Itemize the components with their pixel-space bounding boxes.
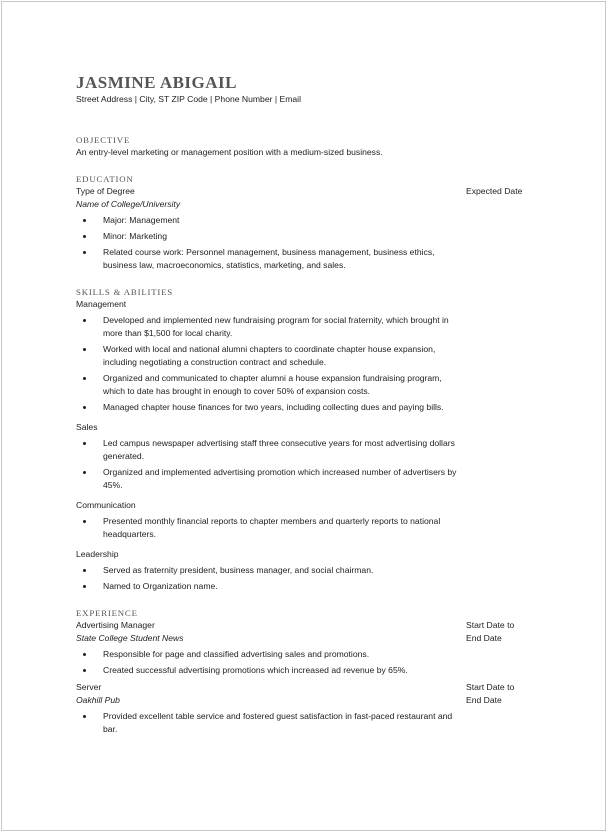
skills-heading: SKILLS & ABILITIES xyxy=(76,287,173,297)
list-item: Developed and implemented new fundraising program for social fraternity, which brought in more than $1,500 for local charity. xyxy=(76,314,463,340)
resume-page xyxy=(1,1,606,831)
skill-group-heading: Sales xyxy=(76,422,98,432)
education-heading: EDUCATION xyxy=(76,174,134,184)
job-role: Advertising Manager xyxy=(76,620,155,630)
contact-line: Street Address | City, ST ZIP Code | Phone Number | Email xyxy=(76,94,301,104)
skill-list-management xyxy=(76,314,536,414)
job-end: End Date xyxy=(466,633,502,643)
job-start: Start Date to xyxy=(466,682,515,692)
list-item: Led campus newspaper advertising staff three consecutive years for most advertising dollars generated. xyxy=(76,437,463,463)
list-item: Served as fraternity president, business manager, and social chairman. xyxy=(76,564,463,577)
education-list xyxy=(76,214,536,272)
list-item: Related course work: Personnel management, business management, business ethics, business law, macroeconomics, statistics, marketing, and sales. xyxy=(76,246,463,272)
job-role: Server xyxy=(76,682,102,692)
experience-heading: EXPERIENCE xyxy=(76,608,138,618)
degree-date: Expected Date xyxy=(466,186,523,196)
list-item: Organized and implemented advertising promotion which increased number of advertisers by 45%. xyxy=(76,466,463,492)
list-item: Created successful advertising promotions which increased ad revenue by 65%. xyxy=(76,664,463,677)
list-item: Responsible for page and classified advertising sales and promotions. xyxy=(76,648,463,661)
list-item: Managed chapter house finances for two years, including collecting dues and paying bills. xyxy=(76,401,463,414)
skill-list-communication xyxy=(76,515,536,541)
list-item: Presented monthly financial reports to chapter members and quarterly reports to national headquarters. xyxy=(76,515,463,541)
school-name: Name of College/University xyxy=(76,199,181,209)
job-duties xyxy=(76,648,536,677)
job-company: Oakhill Pub xyxy=(76,695,120,705)
objective-text: An entry-level marketing or management position with a medium-sized business. xyxy=(76,147,383,157)
objective-heading: OBJECTIVE xyxy=(76,135,131,145)
skill-list-leadership xyxy=(76,564,536,593)
job-duties xyxy=(76,710,536,736)
job-end: End Date xyxy=(466,695,502,705)
list-item: Provided excellent table service and fostered guest satisfaction in fast-paced restaurant and bar. xyxy=(76,710,463,736)
list-item: Named to Organization name. xyxy=(76,580,463,593)
job-company: State College Student News xyxy=(76,633,184,643)
list-item: Organized and communicated to chapter alumni a house expansion fundraising program, which to date has brought in enough to cover 50% of expansion costs. xyxy=(76,372,463,398)
job-start: Start Date to xyxy=(466,620,515,630)
degree-type: Type of Degree xyxy=(76,186,135,196)
skill-list-sales xyxy=(76,437,536,492)
list-item: Minor: Marketing xyxy=(76,230,463,243)
skill-group-heading: Communication xyxy=(76,500,136,510)
list-item: Worked with local and national alumni chapters to coordinate chapter house expansion, including negotiating a construction contract and schedule. xyxy=(76,343,463,369)
candidate-name: JASMINE ABIGAIL xyxy=(76,73,238,92)
resume-content xyxy=(76,73,536,736)
skill-group-heading: Leadership xyxy=(76,549,119,559)
list-item: Major: Management xyxy=(76,214,463,227)
skill-group-heading: Management xyxy=(76,299,127,309)
